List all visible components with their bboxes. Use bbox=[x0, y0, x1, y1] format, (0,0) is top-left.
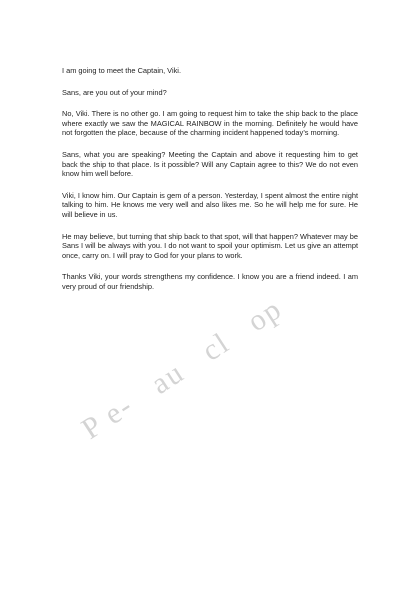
watermark-text: P e- au cl op bbox=[78, 291, 289, 446]
paragraph-6: He may believe, but turning that ship back to that spot, will that happen? Whatever may be Sans I will be always with you. I do not want to spoil your optimism. Let us give an attempt once, carry on. I will pray to God for your plans to work. bbox=[62, 231, 358, 260]
paragraph-4: Sans, what you are speaking? Meeting the Captain and above it requesting him to get back the ship to that place. Is it possible? Will any Captain agree to this? We do not even know him well before. bbox=[62, 149, 358, 179]
dialogue-text bbox=[62, 66, 358, 304]
paragraph-7: Thanks Viki, your words strengthens my confidence. I know you are a friend indeed. I am very proud of our friendship. bbox=[62, 272, 358, 291]
paragraph-5: Viki, I know him. Our Captain is gem of a person. Yesterday, I spent almost the entire night talking to him. He knows me very well and also likes me. So he will help me for sure. He will believe in us. bbox=[62, 190, 358, 219]
paragraph-2: Sans, are you out of your mind? bbox=[62, 87, 167, 97]
preview-watermark bbox=[78, 290, 398, 490]
paragraph-3: No, Viki. There is no other go. I am going to request him to take the ship back to the place where exactly we saw the MAGICAL RAINBOW in the morning. Definitely he would have not forgotten the place, because of the charming incident happened today’s morning. bbox=[62, 109, 358, 138]
paragraph-1: I am going to meet the Captain, Viki. bbox=[62, 66, 182, 75]
